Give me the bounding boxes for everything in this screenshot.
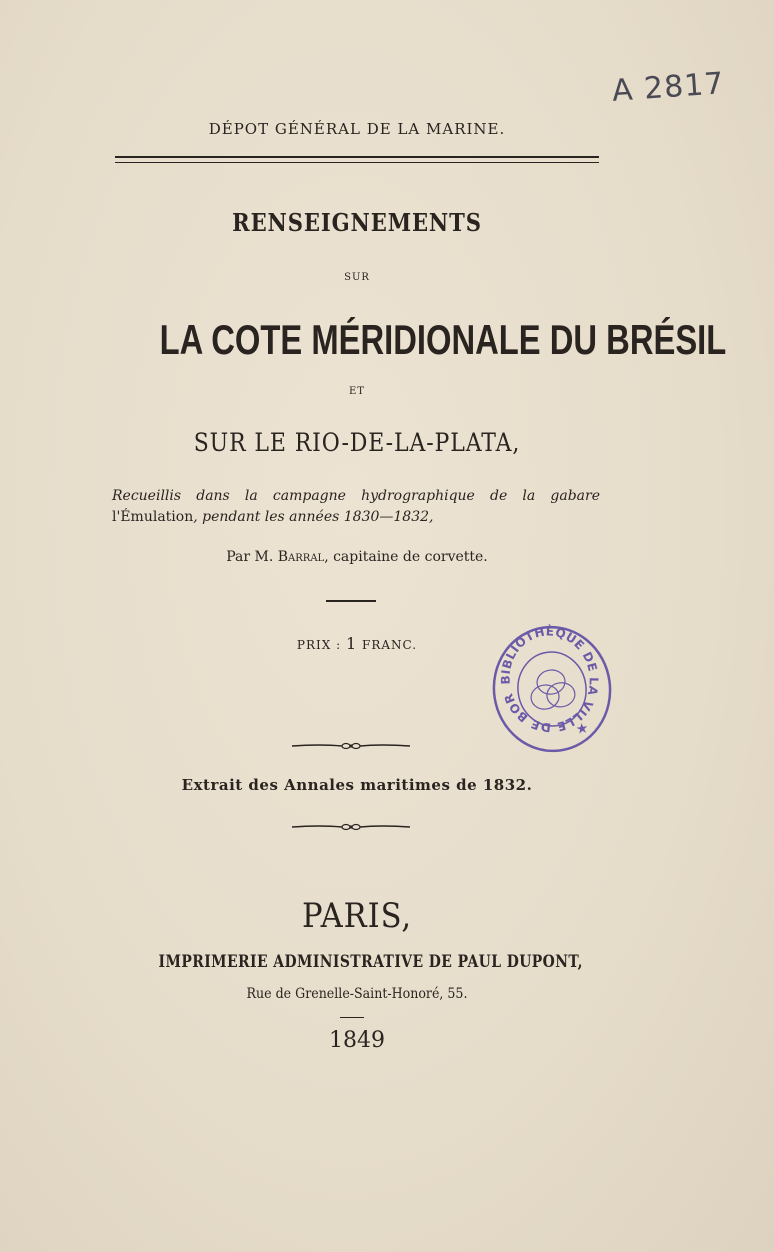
imprint-city: PARIS, [301,896,412,936]
subtitle-part-1: Recueillis dans la campagne hydrographique de la gabare [112,488,600,504]
short-rule [326,600,376,602]
ornament-rule-bottom [290,822,412,832]
title-line-2: LA COTE MÉRIDIONALE DU BRÉSIL [159,316,727,363]
title-line-3: SUR LE RIO-DE-LA-PLATA, [193,428,521,457]
imprint-printer: IMPRIMERIE ADMINISTRATIVE DE PAUL DUPONT, [158,952,583,972]
subtitle [112,486,600,528]
stamp-text: BIBLIOTHÈQUE DE LA VILLE DE BORDEAUX [498,624,601,735]
imprint-address: Rue de Grenelle-Saint-Honoré, 55. [246,986,468,1002]
short-rule-2 [340,1017,364,1018]
double-rule [115,156,599,163]
title-line-1: RENSEIGNEMENTS [232,208,482,237]
svg-text:BIBLIOTHÈQUE DE LA VILLE DE BO [490,622,608,743]
author-prefix: Par M. [226,549,278,565]
shelfmark: A 2817 [610,66,726,109]
subtitle-part-2: , pendant les années 1830—1832, [193,509,434,525]
title-connector-sur: SUR [344,272,370,283]
price-unit: FRANC. [357,638,418,652]
ship-name: l'Émulation [112,509,194,525]
star-icon: ★ [574,720,590,738]
title-connector-et: ET [349,386,365,397]
ornament-rule-top [290,741,412,751]
author-line [115,549,599,565]
author-name: Barral [277,549,325,565]
price-amount: 1 [345,634,358,653]
extract-note: Extrait des Annales maritimes de 1832. [181,776,533,794]
imprint-year: 1849 [329,1028,385,1053]
depot-heading: DÉPOT GÉNÉRAL DE LA MARINE. [208,120,506,138]
library-stamp [490,622,614,756]
price-label: PRIX : [296,638,346,652]
author-suffix: , capitaine de corvette. [324,549,488,565]
